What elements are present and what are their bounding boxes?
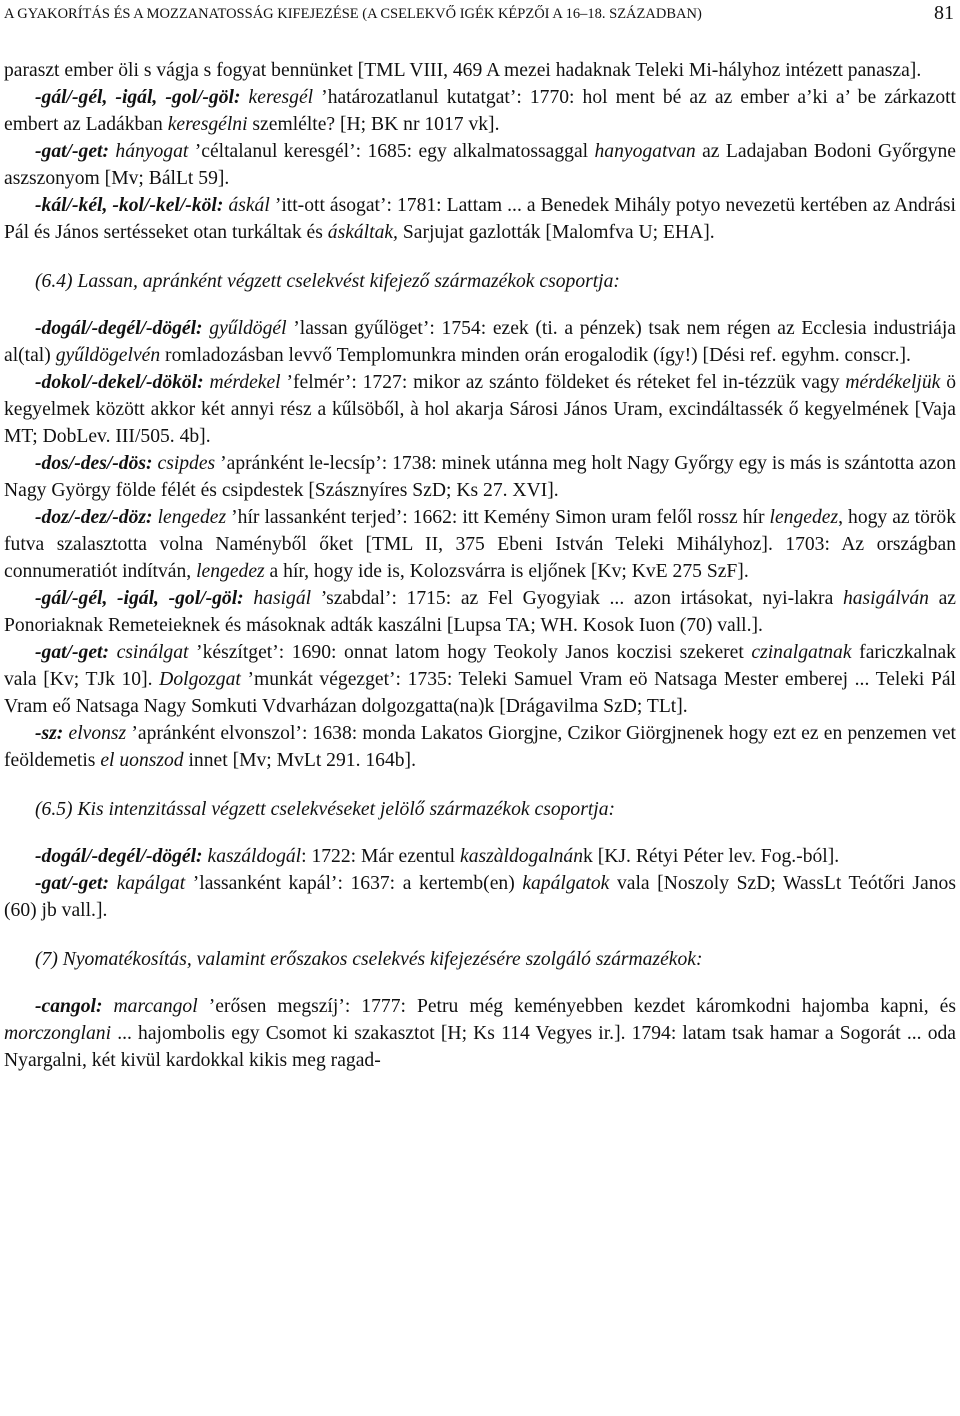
suffix-heading: -dokol/-dekel/-dököl: (35, 372, 204, 393)
section-heading-6-5: (6.5) Kis intenzitással végzett cselekvéseket jelölő származékok csoportja: (35, 799, 616, 820)
entry-cangol-marcangol: -cangol: marcangol ’erősen megszíj’: 1777: Petru még keményebben kezdet káromkodni hajomba kapni, és morczonglani ... hajombolis egy Csomot ki szakasztot [H; Ks 114 Vegyes ir.]. 1794: latam tsak hamar a Sogorát ... oda Nyargalni, két kivül kardokkal kikis meg ragad- (4, 996, 956, 1071)
suffix-heading: -kál/-kél, -kol/-kel/-köl: (35, 195, 224, 216)
entry-continuation: paraszt ember öli s vágja s fogyat bennünket [TML VIII, 469 A mezei hadaknak Teleki Mi-hályhoz intézett panasza]. (4, 60, 922, 81)
suffix-heading: -gat/-get: (35, 642, 109, 663)
suffix-heading: -gál/-gél, -igál, -gol/-göl: (35, 87, 241, 108)
headword: lengedez (157, 507, 227, 528)
entry-kal-askal: -kál/-kél, -kol/-kel/-köl: áskál ’itt-ott ásogat’: 1781: Lattam ... a Benedek Mihály potyo nevezetü kertében az Andrási Pál és János sertésseket otan turkáltak és áskáltak, Sarjujat gazlották [Malomfva U; EHA]. (4, 195, 956, 243)
suffix-heading: -sz: (35, 723, 64, 744)
headword: kaszáldogál (207, 846, 302, 867)
headword: áskál (228, 195, 270, 216)
headword: hasigál (253, 588, 312, 609)
entry-gal-hasigal: -gál/-gél, -igál, -gol/-göl: hasigál ’szabdal’: 1715: az Fel Gyogyiak ... azon irtásokat, nyi-lakra hasigálván az Ponoriaknak Remeteieknek és másoknak adták kaszálni [Lupsa TA; WH. Kosok Iuon (70) vall.]. (4, 588, 956, 636)
suffix-heading: -gat/-get: (35, 873, 109, 894)
headword: keresgél (248, 87, 314, 108)
suffix-heading: -doz/-dez/-döz: (35, 507, 153, 528)
section-heading-6-4: (6.4) Lassan, apránként végzett cselekvést kifejező származékok csoportja: (35, 271, 620, 292)
headword: elvonsz (68, 723, 127, 744)
suffix-heading: -dogál/-degél/-dögél: (35, 846, 203, 867)
suffix-heading: -cangol: (35, 996, 103, 1017)
suffix-heading: -gat/-get: (35, 141, 109, 162)
entry-doz-lengedez: -doz/-dez/-döz: lengedez ’hír lassanként terjed’: 1662: itt Kemény Simon uram felől rossz hír lengedez, hogy az török futva szalasztotta volna Naményből őket [TML II, 375 Ebeni István Teleki Mihályhoz]. 1703: Az országban connumeratiót indítván, lengedez a hír, hogy ide is, Kolozsvárra is eljőnek [Kv; KvE 275 SzF]. (4, 507, 956, 582)
headword: mérdekel (209, 372, 281, 393)
suffix-heading: -gál/-gél, -igál, -gol/-göl: (35, 588, 244, 609)
entry-gat-hanyogat: -gat/-get: hányogat ’céltalanul keresgél’: 1685: egy alkalmatossaggal hanyogatvan az Ladajaban Bodoni Győrgyne aszszonyom [Mv; BálLt 59]. (4, 141, 956, 189)
entry-gal-keresgel: -gál/-gél, -igál, -gol/-göl: keresgél ’határozatlanul kutatgat’: 1770: hol ment bé az az ember a’ki a’ be zárkazott embert az Ladákban keresgélni szemlélte? [H; BK nr 1017 vk]. (4, 87, 956, 135)
running-head (4, 0, 954, 30)
section-heading-7: (7) Nyomatékosítás, valamint erőszakos cselekvés kifejezésére szolgáló származékok: (35, 949, 703, 970)
headword: kapálgat (116, 873, 186, 894)
entry-dokol-merdekel: -dokol/-dekel/-dököl: mérdekel ’felmér’: 1727: mikor az szánto földeket és réteket fel in-tézzük vagy mérdékeljük ö kegyelmek között akkor két annyi rész a kűlsöből, à hol akarja Sárosi János Uram, excindáltassék ő kegyelmének [Vaja MT; DobLev. III/505. 4b]. (4, 372, 956, 447)
suffix-heading: -dogál/-degél/-dögél: (35, 318, 203, 339)
entry-gat-kapalgat: -gat/-get: kapálgat ’lassanként kapál’: 1637: a kertemb(en) kapálgatok vala [Noszoly SzD; WassLt Teótőri Janos (60) jb vall.]. (4, 873, 956, 921)
headword: csipdes (157, 453, 216, 474)
headword: csinálgat (116, 642, 189, 663)
page-number: 81 (934, 2, 954, 24)
entry-sz-elvonsz: -sz: elvonsz ’apránként elvonszol’: 1638: monda Lakatos Giorgjne, Czikor Giörgjnenek hogy ezt ez en penzemen vet feöldemetis el uonszod innet [Mv; MvLt 291. 164b]. (4, 723, 956, 771)
headword: gyűldögél (209, 318, 287, 339)
dictionary-body (4, 57, 956, 1074)
suffix-heading: -dos/-des/-dös: (35, 453, 153, 474)
headword: hányogat (115, 141, 189, 162)
running-head-title: A GYAKORÍTÁS ÉS A MOZZANATOSSÁG KIFEJEZÉSE (A CSELEKVŐ IGÉK KÉPZŐI A 16–18. SZÁZADBAN) (4, 6, 702, 22)
entry-dos-csipdes: -dos/-des/-dös: csipdes ’apránként le-lecsíp’: 1738: minek utánna meg holt Nagy Győrgy egy is más is szántotta azon Nagy György földe félét és csipdestek [Szásznyíres SzD; Ks 27. XVI]. (4, 453, 957, 501)
headword: marcangol (113, 996, 198, 1017)
entry-dogal-gyuldogel: -dogál/-degél/-dögél: gyűldögél ’lassan gyűlöget’: 1754: ezek (ti. a pénzek) tsak nem régen az Ecclesia industriája al(tal) gyűldögelvén romladozásban levvő Templomunkra minden orán erogalodik (így!) [Dési ref. egyhm. conscr.]. (4, 318, 956, 366)
entry-gat-csinalgat: -gat/-get: csinálgat ’készítget’: 1690: onnat latom hogy Teokoly Janos koczisi szekeret czinalgatnak fariczkalnak vala [Kv; TJk 10]. Dolgozgat ’munkát végezget’: 1735: Teleki Samuel Vram eö Natsaga Mester emberej ... Teleki Pál Vram eő Natsaga Nagy Somkuti Vdvarházan dolgozgatta(na)k [Drágavilma SzD; TLt]. (4, 642, 956, 717)
entry-dogal-kaszaldogal: -dogál/-degél/-dögél: kaszáldogál: 1722: Már ezentul kaszàldogalnánk [KJ. Rétyi Péter lev. Fog.-ból]. (35, 846, 840, 867)
